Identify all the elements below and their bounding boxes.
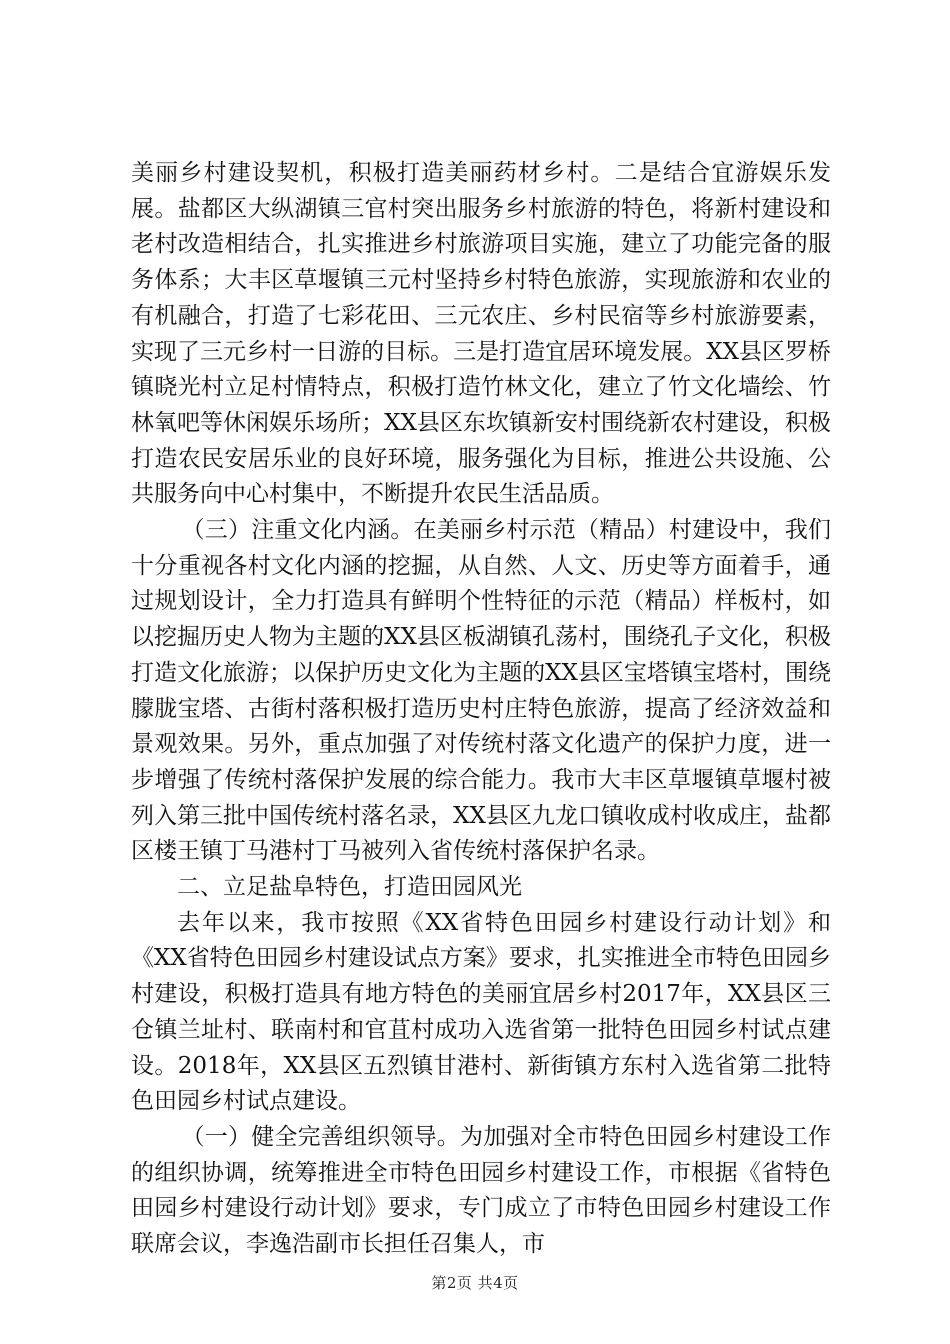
paragraph-rural-plan: 去年以来，我市按照《XX省特色田园乡村建设行动计划》和《XX省特色田园乡村建设试点方案》要求，扎实推进全市特色田园乡村建设，积极打造具有地方特色的美丽宜居乡村2017年，XX县区三仓镇兰址村、联南村和官苴村成功入选省第一批特色田园乡村试点建设。2018年，XX县区五烈镇甘港村、新街镇方东村入选省第二批特色田园乡村试点建设。 [131, 909, 831, 1115]
page-footer: 第2页 共4页 [431, 1274, 519, 1292]
paragraph-continued: 美丽乡村建设契机，积极打造美丽药材乡村。二是结合宜游娱乐发展。盐都区大纵湖镇三官村突出服务乡村旅游的特色，将新村建设和老村改造相结合，扎实推进乡村旅游项目实施，建立了功能完备的服务体系；大丰区草堰镇三元村坚持乡村特色旅游，实现旅游和农业的有机融合，打造了七彩花田、三元农庄、乡村民宿等乡村旅游要素，实现了三元乡村一日游的目标。三是打造宜居环境发展。XX县区罗桥镇晓光村立足村情特点，积极打造竹林文化，建立了竹文化墙绘、竹林氧吧等休闲娱乐场所；XX县区东坎镇新安村围绕新农村建设，积极打造农民安居乐业的良好环境，服务强化为目标，推进公共设施、公共服务向中心村集中，不断提升农民生活品质。 [131, 160, 831, 508]
document-body [131, 156, 831, 1263]
section-heading: 二、立足盐阜特色，打造田园风光 [177, 874, 522, 901]
paragraph-organization: （一）健全完善组织领导。为加强对全市特色田园乡村建设工作的组织协调，统筹推进全市特色田园乡村建设工作，市根据《省特色田园乡村建设行动计划》要求，专门成立了市特色田园乡村建设工作联席会议，李逸浩副市长担任召集人，市 [131, 1123, 831, 1258]
paragraph-culture: （三）注重文化内涵。在美丽乡村示范（精品）村建设中，我们十分重视各村文化内涵的挖掘，从自然、人文、历史等方面着手，通过规划设计，全力打造具有鲜明个性特征的示范（精品）样板村，如以挖掘历史人物为主题的XX县区板湖镇孔荡村，围绕孔子文化，积极打造文化旅游；以保护历史文化为主题的XX县区宝塔镇宝塔村，围绕朦胧宝塔、古街村落积极打造历史村庄特色旅游，提高了经济效益和景观效果。另外，重点加强了对传统村落文化遗产的保护力度，进一步增强了传统村落保护发展的综合能力。我市大丰区草堰镇草堰村被列入第三批中国传统村落名录，XX县区九龙口镇收成村收成庄，盐都区楼王镇丁马港村丁马被列入省传统村落保护名录。 [131, 517, 831, 865]
